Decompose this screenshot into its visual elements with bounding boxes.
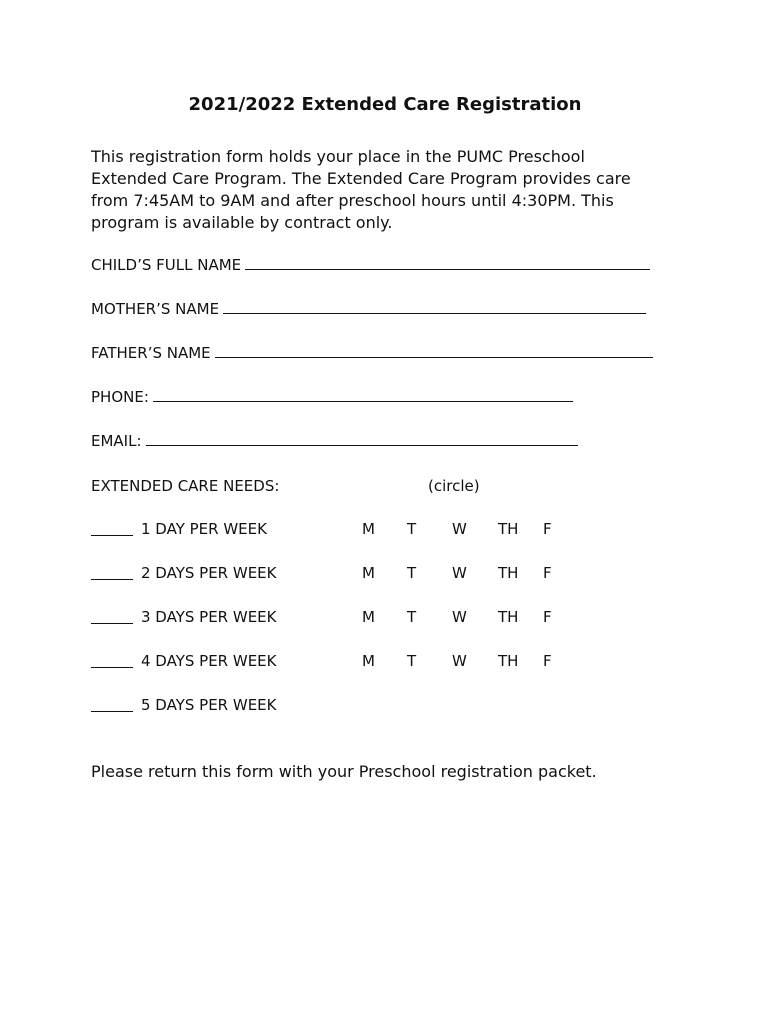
day-option-blank[interactable] <box>91 535 133 536</box>
weekday-option[interactable]: F <box>543 608 552 626</box>
intro-line: from 7:45AM to 9AM and after preschool hours until 4:30PM. This <box>91 191 614 210</box>
father-name-label: FATHER’S NAME <box>91 344 211 362</box>
day-option-label: 2 DAYS PER WEEK <box>141 564 277 582</box>
email-blank[interactable] <box>146 444 578 446</box>
day-option-label: 3 DAYS PER WEEK <box>141 608 277 626</box>
mother-name-blank[interactable] <box>223 312 646 314</box>
email-field <box>91 432 578 450</box>
weekday-option[interactable]: M <box>362 652 375 670</box>
day-option-label: 4 DAYS PER WEEK <box>141 652 277 670</box>
child-name-field <box>91 256 650 274</box>
intro-paragraph <box>91 146 691 234</box>
weekday-option[interactable]: T <box>407 652 417 670</box>
weekday-option[interactable]: W <box>452 652 467 670</box>
intro-line: This registration form holds your place in the PUMC Preschool <box>91 147 585 166</box>
weekday-option[interactable]: W <box>452 608 467 626</box>
day-option-row <box>91 608 691 628</box>
day-option-label: 1 DAY PER WEEK <box>141 520 267 538</box>
phone-field <box>91 388 573 406</box>
weekday-option[interactable]: F <box>543 520 552 538</box>
father-name-blank[interactable] <box>215 356 653 358</box>
weekday-option[interactable]: TH <box>498 652 519 670</box>
weekday-option[interactable]: F <box>543 564 552 582</box>
father-name-field <box>91 344 653 362</box>
return-instructions: Please return this form with your Preschool registration packet. <box>91 762 597 781</box>
weekday-option[interactable]: F <box>543 652 552 670</box>
weekday-option[interactable]: TH <box>498 564 519 582</box>
mother-name-label: MOTHER’S NAME <box>91 300 220 318</box>
extended-care-needs-label: EXTENDED CARE NEEDS: <box>91 477 280 495</box>
weekday-option[interactable]: TH <box>498 520 519 538</box>
mother-name-field <box>91 300 646 318</box>
day-option-blank[interactable] <box>91 623 133 624</box>
child-name-blank[interactable] <box>245 268 650 270</box>
day-option-blank[interactable] <box>91 579 133 580</box>
weekday-option[interactable]: T <box>407 564 417 582</box>
phone-label: PHONE: <box>91 388 149 406</box>
circle-instruction: (circle) <box>428 477 480 495</box>
intro-line: program is available by contract only. <box>91 213 393 232</box>
weekday-option[interactable]: W <box>452 520 467 538</box>
weekday-option[interactable]: TH <box>498 608 519 626</box>
child-name-label: CHILD’S FULL NAME <box>91 256 242 274</box>
weekday-option[interactable]: T <box>407 520 417 538</box>
day-option-label: 5 DAYS PER WEEK <box>141 696 277 714</box>
day-option-row <box>91 652 691 672</box>
email-label: EMAIL: <box>91 432 142 450</box>
weekday-option[interactable]: M <box>362 564 375 582</box>
day-option-blank[interactable] <box>91 667 133 668</box>
day-option-blank[interactable] <box>91 711 133 712</box>
intro-line: Extended Care Program. The Extended Care Program provides care <box>91 169 631 188</box>
day-option-row <box>91 520 691 540</box>
day-option-row <box>91 696 691 716</box>
page-title: 2021/2022 Extended Care Registration <box>188 94 582 115</box>
weekday-option[interactable]: W <box>452 564 467 582</box>
phone-blank[interactable] <box>153 400 573 402</box>
weekday-option[interactable]: T <box>407 608 417 626</box>
weekday-option[interactable]: M <box>362 608 375 626</box>
day-option-row <box>91 564 691 584</box>
weekday-option[interactable]: M <box>362 520 375 538</box>
